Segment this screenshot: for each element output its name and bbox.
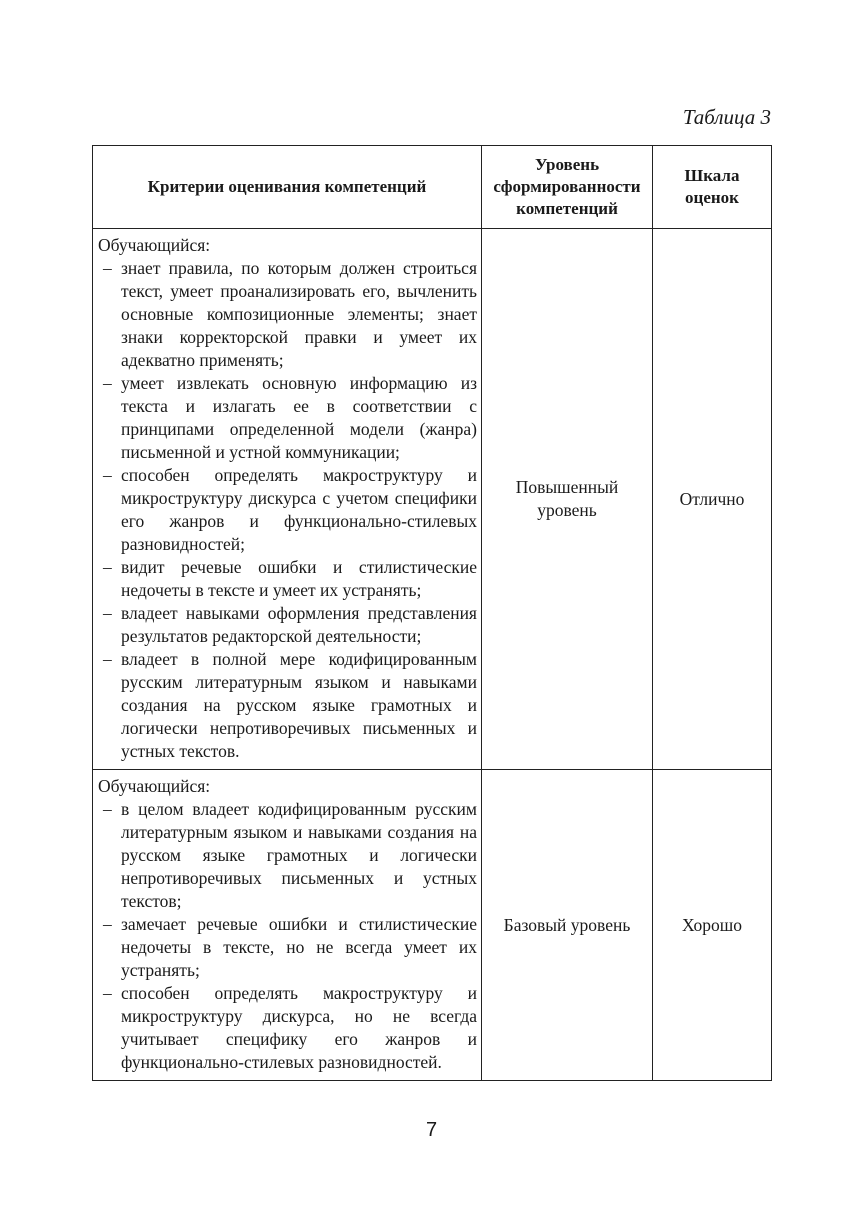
criteria-cell [93, 229, 482, 770]
page-number: 7 [425, 1119, 438, 1141]
criteria-intro: Обучающийся: [98, 776, 211, 796]
criteria-item: – в целом владеет кодифицированным русским литературным языком и навыками создания на русском языке грамотных и логически непротиворечивых письменных и устных текстов; [103, 799, 477, 911]
criteria-item: – владеет навыками оформления представления результатов редакторской деятельности; [103, 603, 477, 646]
grade-cell: Отлично [653, 229, 772, 770]
table-row-advanced [93, 229, 772, 770]
grade-cell: Хорошо [653, 770, 772, 1081]
header-scale: Шкала оценок [653, 146, 772, 229]
criteria-cell [93, 770, 482, 1081]
criteria-item: – знает правила, по которым должен строиться текст, умеет проанализировать его, вычленить основные композиционные элементы; знает знаки корректорской правки и умеет их адекватно применять; [103, 258, 477, 370]
criteria-item: – владеет в полной мере кодифицированным русским литературным языком и навыками создания на русском языке грамотных и логически непротиворечивых письменных и устных текстов. [103, 649, 477, 761]
criteria-item: – способен определять макроструктуру и микроструктуру дискурса с учетом специфики его жанров и функционально-стилевых разновидностей; [103, 465, 477, 554]
criteria-item: – видит речевые ошибки и стилистические недочеты в тексте и умеет их устранять; [103, 557, 477, 600]
criteria-list [98, 257, 477, 763]
table-row-basic [93, 770, 772, 1081]
table-caption: Таблица 3 [682, 105, 771, 129]
header-criteria: Критерии оценивания компетенций [93, 146, 482, 229]
criteria-item: – замечает речевые ошибки и стилистические недочеты в тексте, но не всегда умеет их устранять; [103, 914, 477, 980]
level-cell: Повышенный уровень [482, 229, 653, 770]
header-level: Уровень сформированности компетенций [482, 146, 653, 229]
criteria-table [92, 145, 772, 1081]
table-header-row [93, 146, 772, 229]
criteria-list [98, 798, 477, 1074]
criteria-item: – способен определять макроструктуру и микроструктуру дискурса, но не всегда учитывает специфику его жанров и функционально-стилевых разновидностей. [103, 983, 477, 1072]
criteria-intro: Обучающийся: [98, 235, 211, 255]
level-cell: Базовый уровень [482, 770, 653, 1081]
criteria-item: – умеет извлекать основную информацию из текста и излагать ее в соответствии с принципами определенной модели (жанра) письменной и устной коммуникации; [103, 373, 477, 462]
